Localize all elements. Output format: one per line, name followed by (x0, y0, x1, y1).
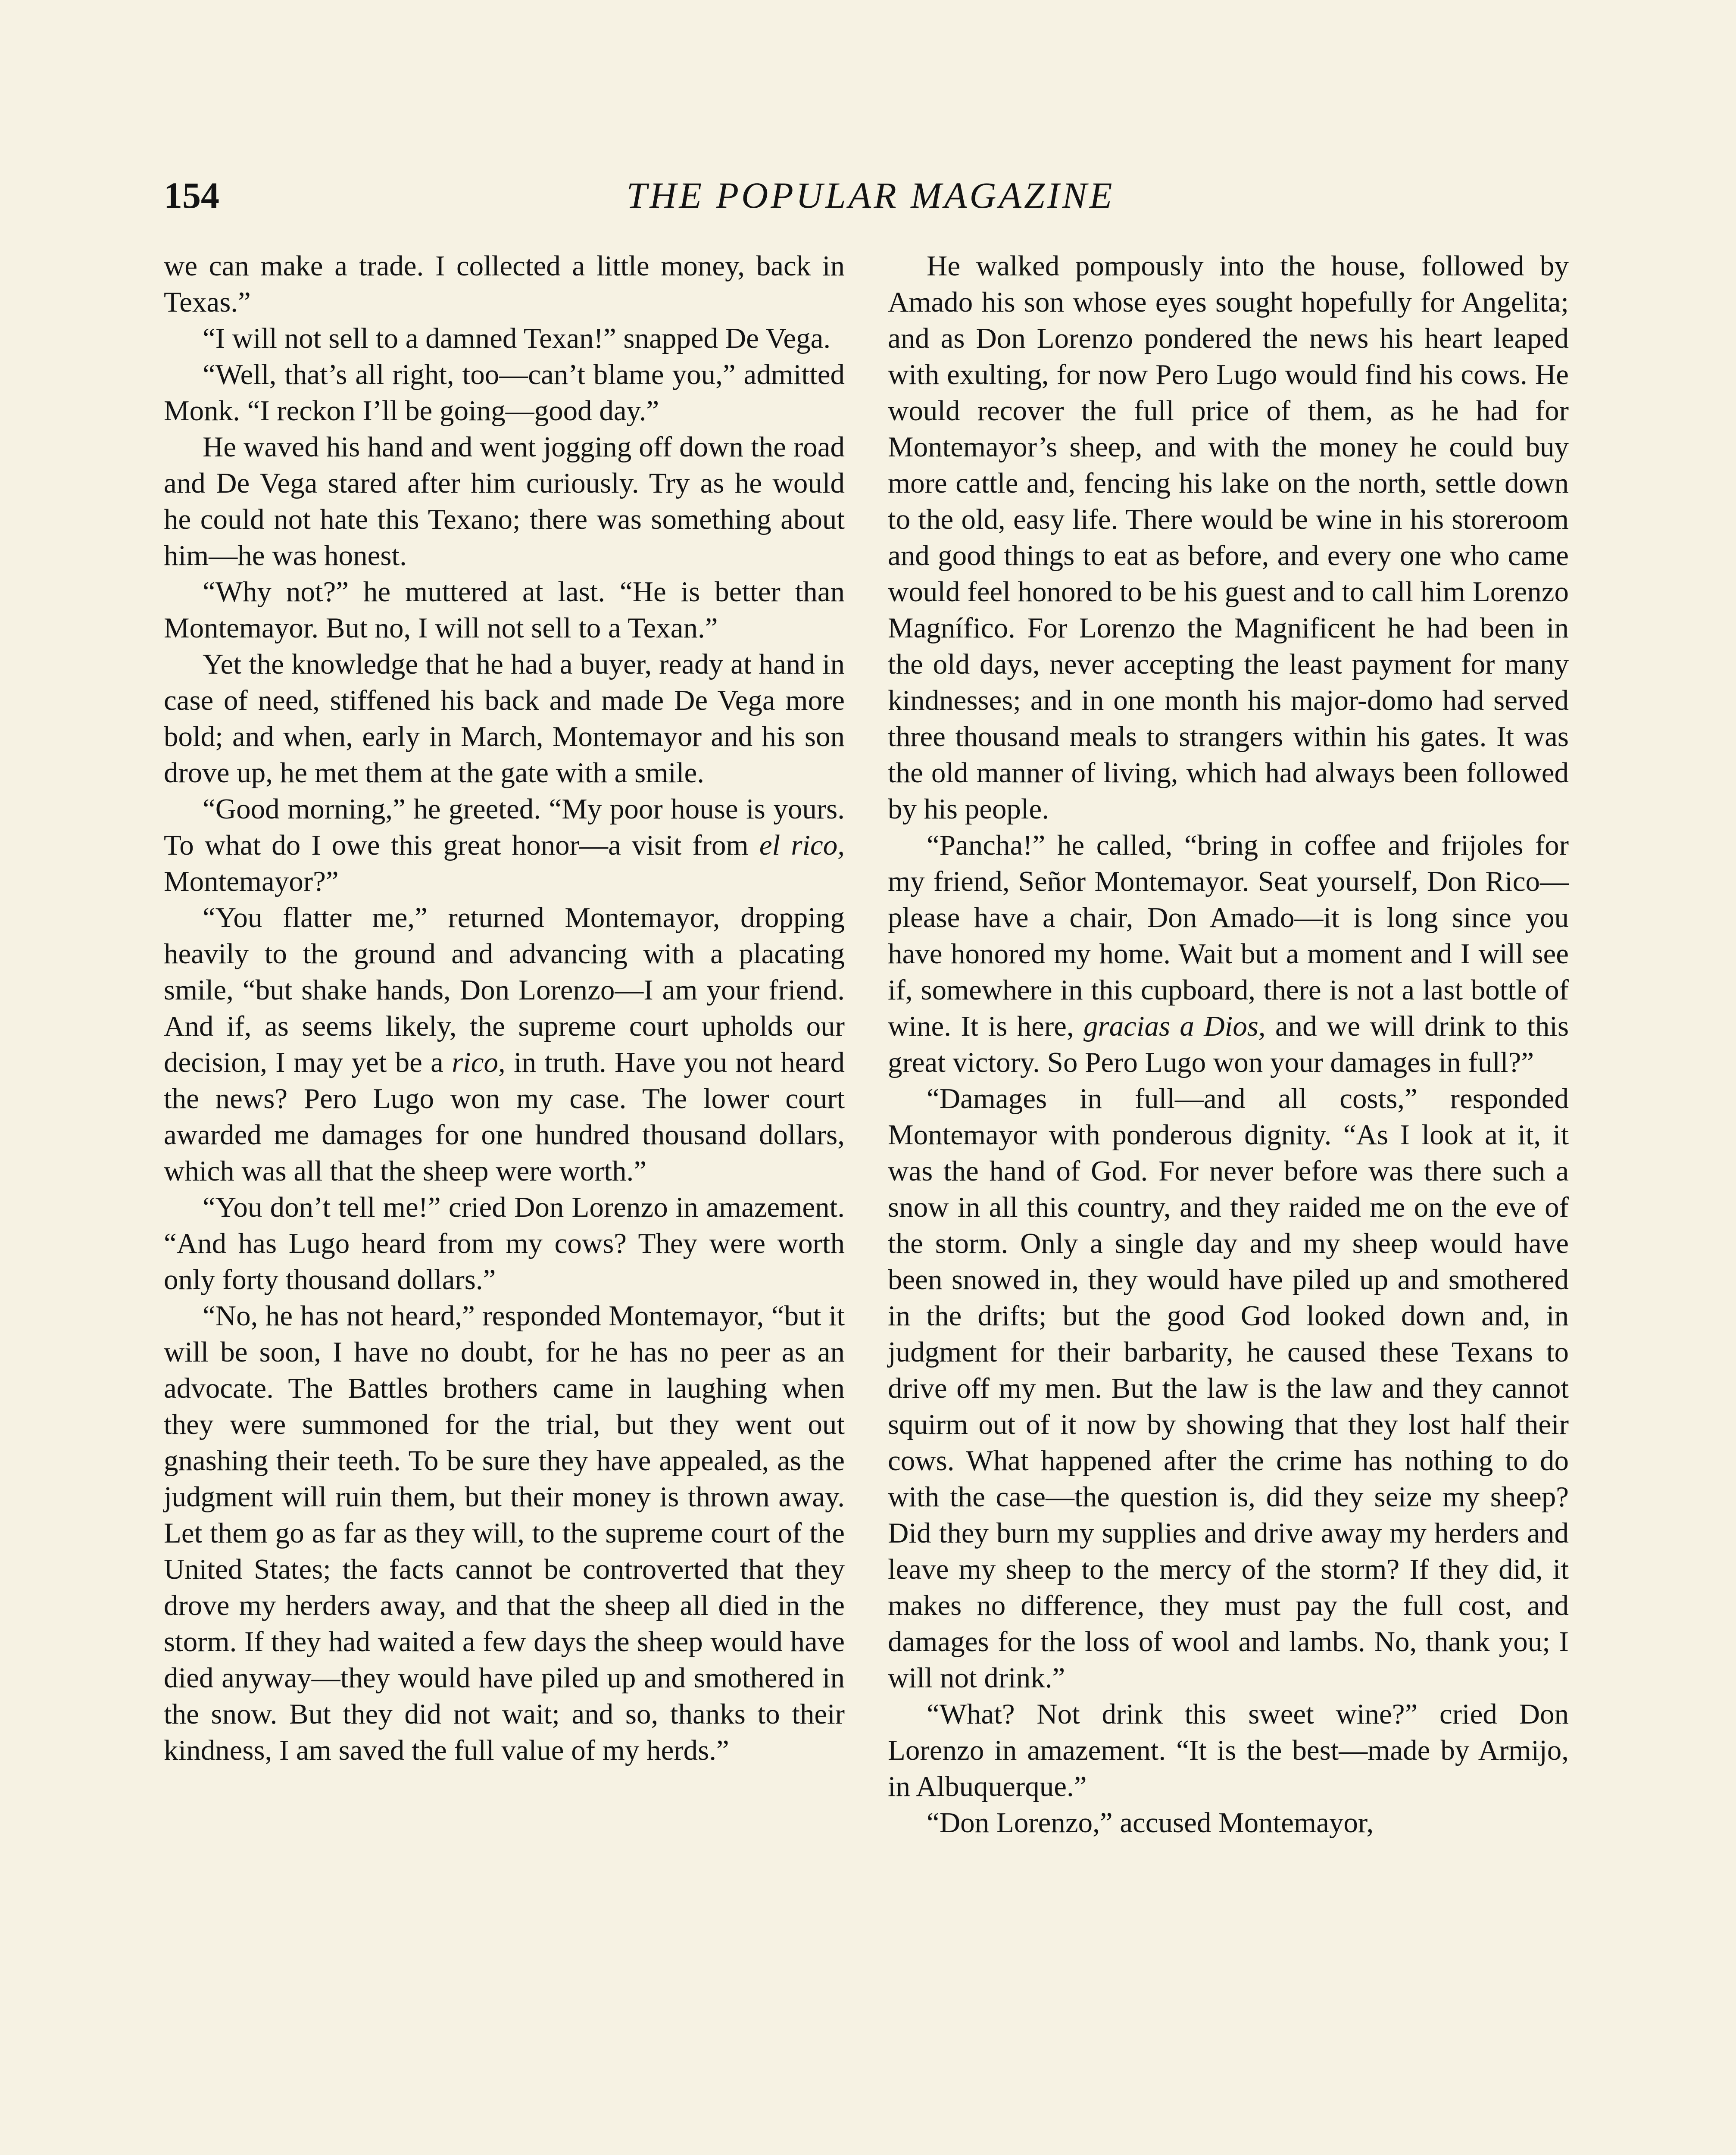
paragraph: “Damages in full—and all costs,” responded Montemayor with ponderous dignity. “As I look at it, it was the hand of God. For never before was there such a snow in all this country, and they raided me on the eve of the storm. Only a single day and my sheep would have been snowed in, they would have piled up and smothered in the drifts; but the good God looked down and, in judgment for their barbarity, he caused these Texans to drive off my men. But the law is the law and they cannot squirm out of it now by showing that they lost half their cows. What happened after the crime has nothing to do with the case—the question is, did they seize my sheep? Did they burn my supplies and drive away my herders and leave my sheep to the mercy of the storm? If they did, it makes no difference, they must pay the full cost, and damages for the loss of wool and lambs. No, thank you; I will not drink.” (888, 1083, 1569, 1694)
running-title: THE POPULAR MAGAZINE (626, 175, 1115, 216)
italic-phrase: el rico, (759, 829, 845, 861)
paragraph: “Why not?” he muttered at last. “He is better than Montemayor. But no, I will not sell to a Texan.” (164, 576, 845, 644)
text-run: and we will drink to this great victory. So Pero Lugo won your damages in full?” (888, 1010, 1569, 1078)
italic-phrase: gracias a Dios, (1083, 1010, 1266, 1042)
italic-phrase: rico, (452, 1046, 506, 1078)
paragraph: He waved his hand and went jogging off down the road and De Vega stared after him curiously. Try as he would he could not hate this Texano; there was something about him—he was honest. (164, 431, 845, 572)
paragraph: “What? Not drink this sweet wine?” cried Don Lorenzo in amazement. “It is the best—made by Armijo, in Albuquerque.” (888, 1698, 1569, 1802)
paragraph: “No, he has not heard,” responded Montemayor, “but it will be soon, I have no doubt, for he has no peer as an advocate. The Battles brothers came in laughing when they were summoned for the trial, but they went out gnashing their teeth. To be sure they have appealed, as the judgment will ruin them, but their money is thrown away. Let them go as far as they will, to the supreme court of the United States; the facts cannot be controverted that they drove my herders away, and that the sheep all died in the storm. If they had waited a few days the sheep would have died anyway—they would have piled up and smothered in the snow. But they did not wait; and so, thanks to their kindness, I am saved the full value of my herds.” (164, 1300, 845, 1766)
text-run: Montemayor?” (164, 865, 339, 897)
paragraph (164, 899, 845, 1189)
paragraph: “Don Lorenzo,” accused Montemayor, (927, 1807, 1374, 1839)
paragraph: we can make a trade. I collected a little money, back in Texas.” (164, 250, 845, 318)
paragraph: “Well, that’s all right, too—can’t blame you,” admitted Monk. “I reckon I’ll be going—good day.” (164, 359, 845, 427)
paragraph: He walked pompously into the house, followed by Amado his son whose eyes sought hopefully for Angelita; and as Don Lorenzo pondered the news his heart leaped with exulting, for now Pero Lugo would find his cows. He would recover the full price of them, as he had for Montemayor’s sheep, and with the money he could buy more cattle and, fencing his lake on the north, settle down to the old, easy life. There would be wine in his storeroom and good things to eat as before, and every one who came would feel honored to be his guest and to call him Lorenzo Magnífico. For Lorenzo the Magnificent he had been in the old days, never accepting the least payment for many kindnesses; and in one month his major-domo had served three thousand meals to strangers within his gates. It was the old manner of living, which had always been followed by his people. (888, 250, 1569, 825)
left-column (164, 248, 845, 1768)
right-column (888, 248, 1569, 1841)
text-run: “Good morning,” he greeted. “My poor house is yours. To what do I owe this great honor—a visit from (164, 793, 845, 861)
paragraph: Yet the knowledge that he had a buyer, ready at hand in case of need, stiffened his back and made De Vega more bold; and when, early in March, Montemayor and his son drove up, he met them at the gate with a smile. (164, 648, 845, 789)
text-run: “You flatter me,” returned Montemayor, dropping heavily to the ground and advancing with a placating smile, “but shake hands, Don Lorenzo—I am your friend. And if, as seems likely, the supreme court upholds our decision, I may yet be a (164, 902, 845, 1078)
text-run: “Pancha!” he called, “bring in coffee and frijoles for my friend, Señor Montemayor. Seat yourself, Don Rico—please have a chair, Don Amado—it is long since you have honored my home. Wait but a moment and I will see if, somewhere in this cupboard, there is not a last bottle of wine. It is here, (888, 829, 1569, 1042)
page-number: 154 (164, 175, 219, 216)
paragraph: “I will not sell to a damned Texan!” snapped De Vega. (203, 322, 831, 354)
paragraph (164, 791, 845, 899)
text-run: in truth. Have you not heard the news? Pero Lugo won my case. The lower court awarded me damages for one hundred thousand dollars, which was all that the sheep were worth.” (164, 1046, 845, 1187)
paragraph: “You don’t tell me!” cried Don Lorenzo in amazement. “And has Lugo heard from my cows? They were worth only forty thousand dollars.” (164, 1191, 845, 1296)
paragraph (888, 827, 1569, 1081)
page-header (164, 167, 1577, 223)
